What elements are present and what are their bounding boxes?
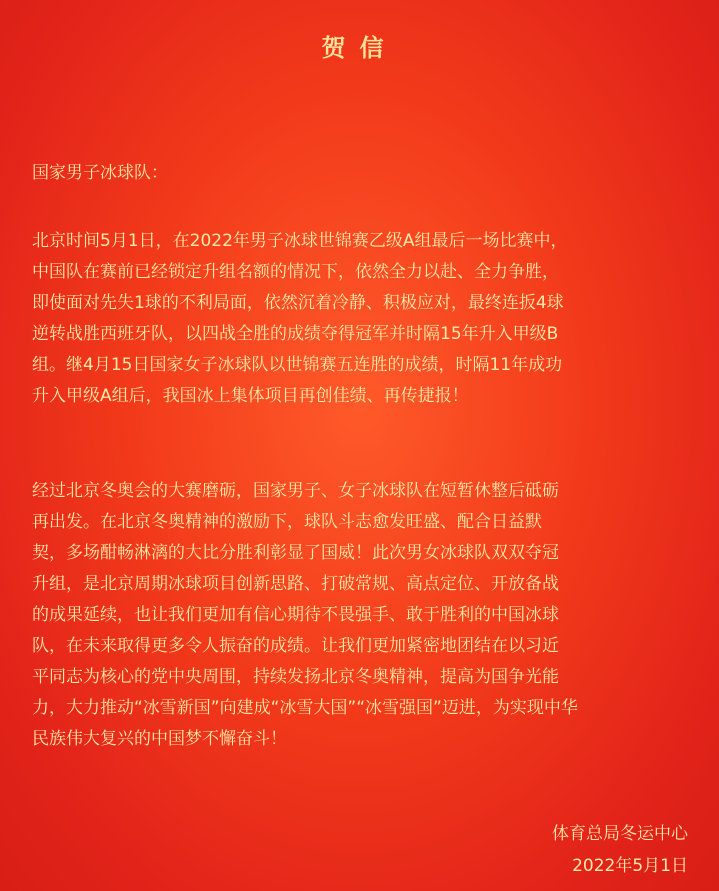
paragraph-1-line: 北京时间5月1日，在2022年男子冰球世锦赛乙级A组最后一场比赛中， <box>32 231 568 251</box>
letter-title: 贺信 <box>321 34 398 62</box>
paragraph-1-line: 组。继4月15日国家女子冰球队以世锦赛五连胜的成绩，时隔11年成功 <box>32 355 563 375</box>
paragraph-2-line: 契，多场酣畅淋漓的大比分胜利彰显了国威！此次男女冰球队双双夺冠 <box>32 543 559 563</box>
signature-organization: 体育总局冬运中心 <box>552 824 688 844</box>
paragraph-1-line: 中国队在赛前已经锁定升组名额的情况下，依然全力以赴、全力争胜， <box>32 262 559 282</box>
paragraph-2-line: 队，在未来取得更多令人振奋的成绩。让我们更加紧密地团结在以习近 <box>32 636 559 656</box>
paragraph-2-line: 民族伟大复兴的中国梦不懈奋斗！ <box>32 729 287 749</box>
paragraph-2-line: 再出发。在北京冬奥精神的激励下，球队斗志愈发旺盛、配合日益默 <box>32 512 542 532</box>
signature-date: 2022年5月1日 <box>572 856 688 876</box>
paragraph-2-line: 力，大力推动“冰雪新国”向建成“冰雪大国”“冰雪强国”迈进，为实现中华 <box>32 698 578 718</box>
paragraph-1-line: 逆转战胜西班牙队，以四战全胜的成绩夺得冠军并时隔15年升入甲级B <box>32 324 559 344</box>
paragraph-2 <box>32 476 692 755</box>
signature-block <box>552 818 688 882</box>
paragraph-2-line: 经过北京冬奥会的大赛磨砺，国家男子、女子冰球队在短暂休整后砥砺 <box>32 481 559 501</box>
paragraph-2-line: 的成果延续，也让我们更加有信心期待不畏强手、敢于胜利的中国冰球 <box>32 605 559 625</box>
paragraph-1-line: 升入甲级A组后，我国冰上集体项目再创佳绩、再传捷报！ <box>32 386 469 406</box>
paragraph-1-line: 即使面对先失1球的不利局面，依然沉着冷静、积极应对，最终连扳4球 <box>32 293 564 313</box>
letter-salutation: 国家男子冰球队： <box>32 163 168 183</box>
paragraph-2-line: 升组，是北京周期冰球项目创新思路、打破常规、高点定位、开放备战 <box>32 574 559 594</box>
paragraph-2-line: 平同志为核心的党中央周围，持续发扬北京冬奥精神，提高为国争光能 <box>32 667 559 687</box>
paragraph-1 <box>32 226 692 412</box>
